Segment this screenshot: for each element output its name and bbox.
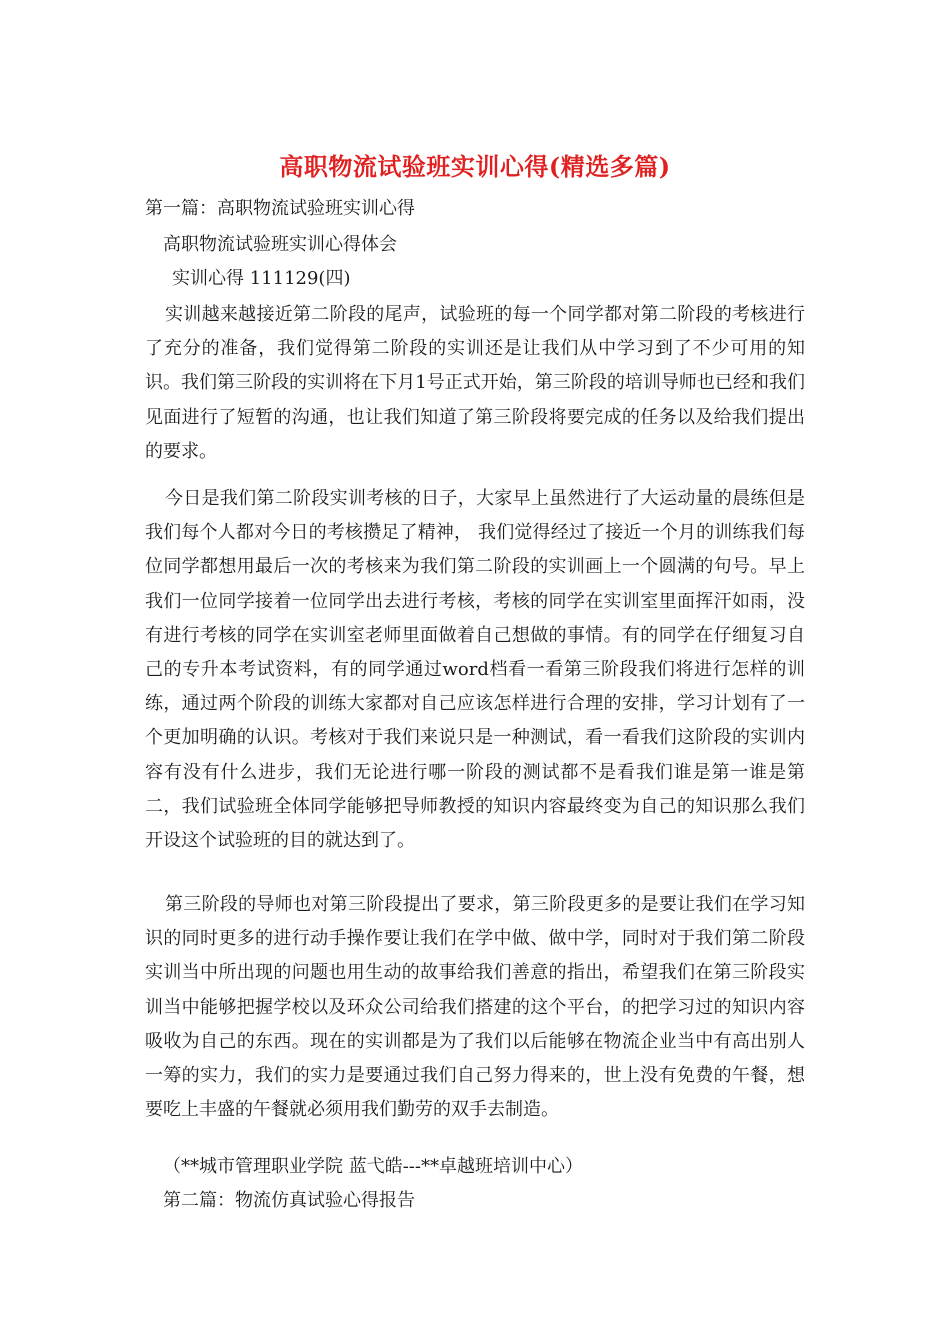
paragraph: 实训越来越接近第二阶段的尾声，试验班的每一个同学都对第二阶段的考核进行了充分的准备，我们觉得第二阶段的实训还是让我们从中学习到了不少可用的知识。我们第三阶段的实训将在下月1号正式开始，第三阶段的培训导师也已经和我们见面进行了短暂的沟通，也让我们知道了第三阶段将要完成的任务以及给我们提出的要求。 — [145, 304, 805, 462]
signature: （**城市管理职业学院 蓝弋皓---**卓越班培训中心） — [163, 1156, 583, 1177]
section-heading-1: 第一篇：高职物流试验班实训心得 — [145, 198, 415, 219]
section-heading-2: 第二篇：物流仿真试验心得报告 — [163, 1190, 415, 1211]
paragraph: 第三阶段的导师也对第三阶段提出了要求，第三阶段更多的是要让我们在学习知识的同时更多的进行动手操作要让我们在学中做、做中学，同时对于我们第二阶段实训当中所出现的问题也用生动的故事给我们善意的指出，希望我们在第三阶段实训当中能够把握学校以及环众公司给我们搭建的这个平台，的把学习过的知识内容吸收为自己的东西。现在的实训都是为了我们以后能够在物流企业当中有高出别人一筹的实力，我们的实力是要通过我们自己努力得来的，世上没有免费的午餐，想要吃上丰盛的午餐就必须用我们勤劳的双手去制造。 — [145, 894, 805, 1121]
paragraph: 今日是我们第二阶段实训考核的日子，大家早上虽然进行了大运动量的晨练但是我们每个人都对今日的考核攒足了精神， 我们觉得经过了接近一个月的训练我们每位同学都想用最后一次的考核来为我们第二阶段的实训画上一个圆满的句号。早上我们一位同学接着一位同学出去进行考核，考核的同学在实训室里面挥汗如雨，没有进行考核的同学在实训室老师里面做着自己想做的事情。有的同学在仔细复习自己的专升本考试资料，有的同学通过word档看一看第三阶段我们将进行怎样的训练，通过两个阶段的训练大家都对自己应该怎样进行合理的安排，学习计划有了一个更加明确的认识。考核对于我们来说只是一种测试，看一看我们这阶段的实训内容有没有什么进步，我们无论进行哪一阶段的测试都不是看我们谁是第一谁是第二，我们试验班全体同学能够把导师教授的知识内容最终变为自己的知识那么我们开设这个试验班的目的就达到了。 — [145, 488, 805, 852]
subheading: 高职物流试验班实训心得体会 — [163, 234, 397, 255]
dateline: 实训心得 111129(四) — [172, 268, 351, 289]
document-title: 高职物流试验班实训心得(精选多篇) — [279, 152, 671, 181]
